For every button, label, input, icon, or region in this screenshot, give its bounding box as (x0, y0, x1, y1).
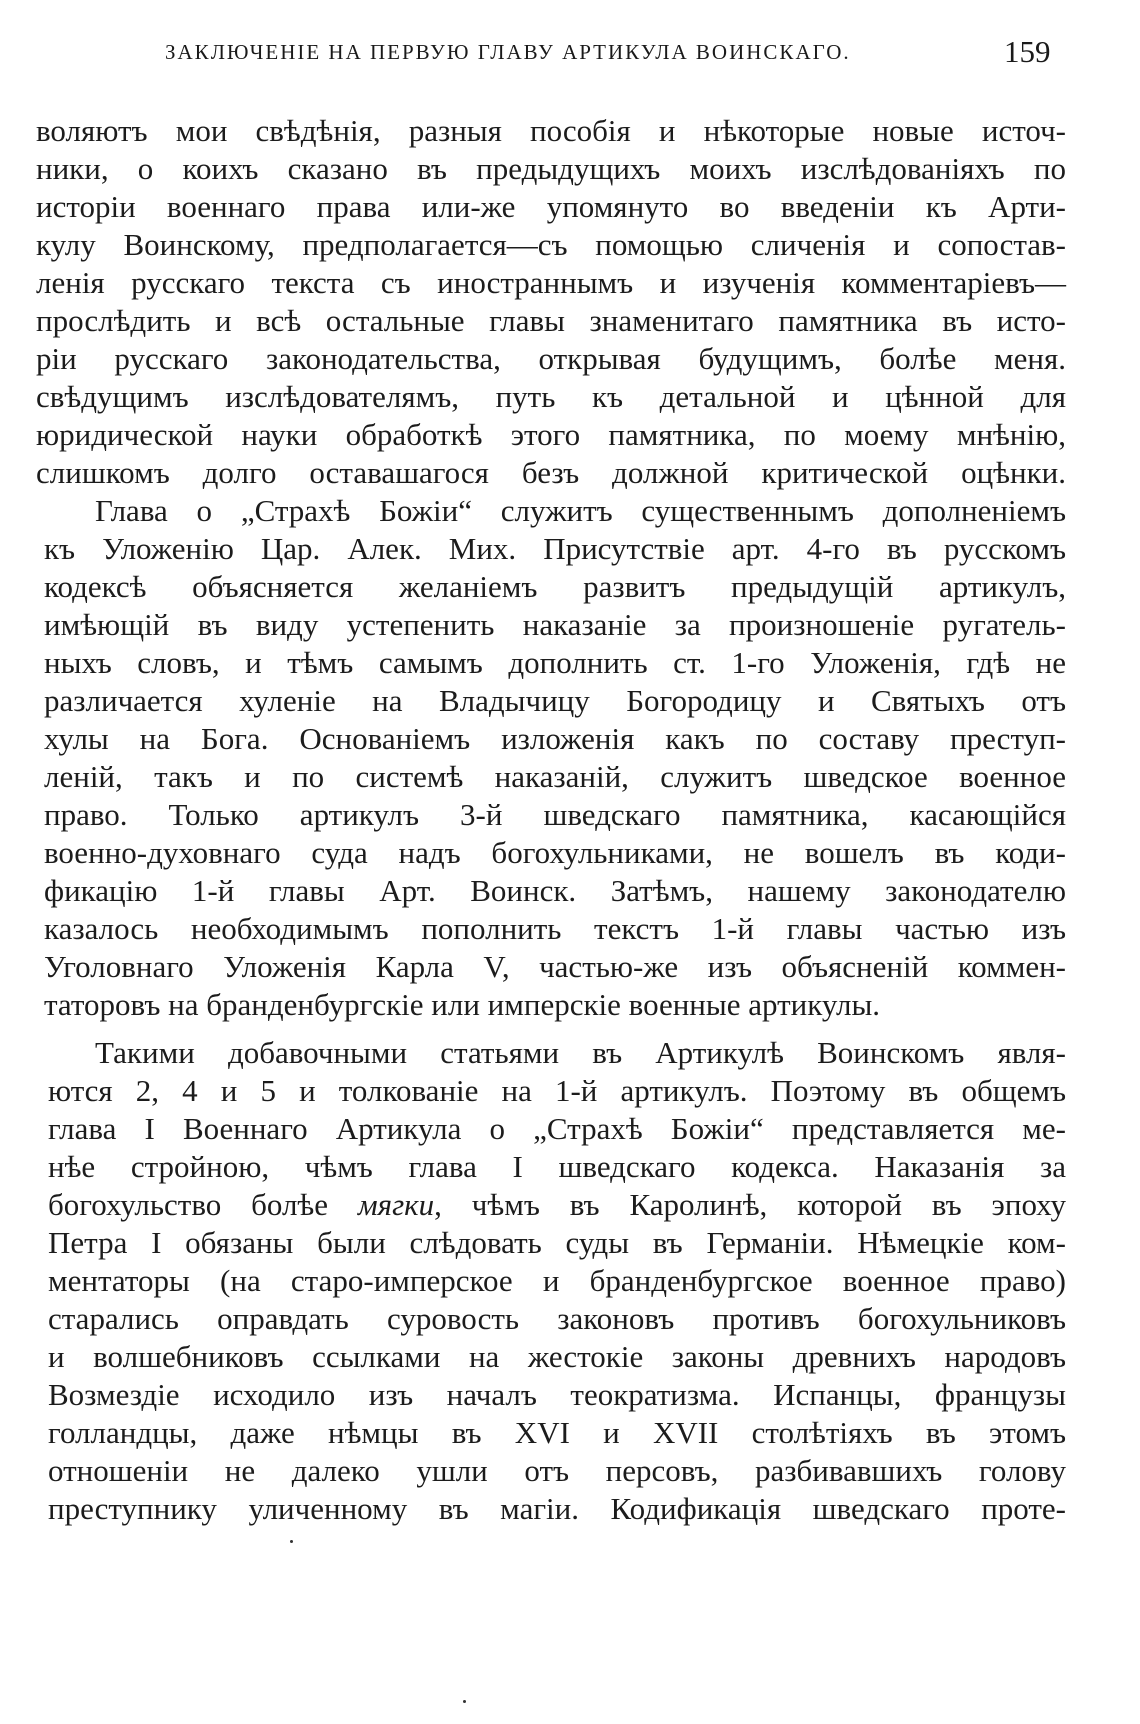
text-line: юридической науки обработкѣ этого памятника, по моему мнѣнію, (36, 417, 1066, 452)
running-header: ЗАКЛЮЧЕНІЕ НА ПЕРВУЮ ГЛАВУ АРТИКУЛА ВОИНСКАГО. (165, 40, 851, 64)
text-line: военно-духовнаго суда надъ богохульниками, не вошелъ въ коди- (44, 835, 1066, 870)
text-line: отношеніи не далеко ушли отъ персовъ, разбивавшихъ голову (48, 1453, 1066, 1488)
text-line: Такими добавочными статьями въ Артикулѣ Воинскомъ явля- (95, 1035, 1066, 1070)
text-line: Петра I обязаны были слѣдовать суды въ Германіи. Нѣмецкіе ком- (48, 1225, 1066, 1260)
text-line: различается хуленіе на Владычицу Богородицу и Святыхъ отъ (44, 683, 1066, 718)
text-line: ныхъ словъ, и тѣмъ самымъ дополнить ст. 1-го Уложенія, гдѣ не (44, 645, 1066, 680)
text-line: леній, такъ и по системѣ наказаній, служитъ шведское военное (44, 759, 1066, 794)
text-line: нѣе стройною, чѣмъ глава I шведскаго кодекса. Наказанія за (48, 1149, 1066, 1184)
text-line: глава I Военнаго Артикула о „Страхѣ Божіи“ представляется ме- (48, 1111, 1066, 1146)
text-line: таторовъ на бранденбургскіе или имперскіе военные артикулы. (44, 987, 881, 1022)
text-line: и волшебниковъ ссылками на жестокіе законы древнихъ народовъ (48, 1339, 1066, 1374)
text-line: прослѣдить и всѣ остальные главы знаменитаго памятника въ исто- (36, 303, 1066, 338)
text-line: имѣющій въ виду устепенить наказаніе за произношеніе ругатель- (44, 607, 1066, 642)
text-line: старались оправдать суровость законовъ противъ богохульниковъ (48, 1301, 1066, 1336)
text-line: кодексѣ объясняется желаніемъ развитъ предыдущій артикулъ, (44, 569, 1066, 604)
text-line: ленія русскаго текста съ иностраннымъ и изученія комментаріевъ— (36, 265, 1066, 300)
page-number: 159 (1004, 34, 1051, 69)
text-run: , чѣмъ въ Каролинѣ, которой въ эпоху (434, 1187, 1066, 1222)
text-line: воляютъ мои свѣдѣнія, разныя пособія и нѣкоторые новые источ- (36, 113, 1066, 148)
text-line: ментаторы (на старо-имперское и бранденбургское военное право) (48, 1263, 1066, 1298)
text-line: фикацію 1-й главы Арт. Воинск. Затѣмъ, нашему законодателю (44, 873, 1066, 908)
text-line: хулы на Бога. Основаніемъ изложенія какъ по составу преступ- (44, 721, 1066, 756)
print-speck (463, 1700, 466, 1703)
text-line: свѣдущимъ изслѣдователямъ, путь къ детальной и цѣнной для (36, 379, 1066, 414)
text-line: право. Только артикулъ 3-й шведскаго памятника, касающійся (44, 797, 1066, 832)
emphasized-word: мягки (357, 1187, 435, 1222)
print-speck (290, 1540, 293, 1543)
text-line: преступнику уличенному въ магіи. Кодификація шведскаго проте- (48, 1491, 1066, 1526)
text-line: ются 2, 4 и 5 и толкованіе на 1-й артикулъ. Поэтому въ общемъ (48, 1073, 1066, 1108)
text-line: казалось необходимымъ пополнить текстъ 1-й главы частью изъ (44, 911, 1066, 946)
text-line: къ Уложенію Цар. Алек. Мих. Присутствіе арт. 4-го въ русскомъ (44, 531, 1066, 566)
text-line: Возмездіе исходило изъ началъ теократизма. Испанцы, французы (48, 1377, 1066, 1412)
text-line: кулу Воинскому, предполагается—съ помощью сличенія и сопостав- (36, 227, 1066, 262)
text-line: ники, о коихъ сказано въ предыдущихъ моихъ изслѣдованіяхъ по (36, 151, 1066, 186)
text-run: богохульство болѣе (48, 1187, 358, 1222)
text-line: Глава о „Страхѣ Божіи“ служитъ существеннымъ дополненіемъ (95, 493, 1066, 528)
text-line: слишкомъ долго оставашагося безъ должной критической оцѣнки. (36, 455, 1066, 490)
text-line: ріи русскаго законодательства, открывая будущимъ, болѣе меня. (36, 341, 1066, 376)
text-line: Уголовнаго Уложенія Карла V, частью-же изъ объясненій коммен- (44, 949, 1066, 984)
text-line: исторіи военнаго права или-же упомянуто во введеніи къ Арти- (36, 189, 1066, 224)
text-line: голландцы, даже нѣмцы въ XVI и XVII столѣтіяхъ въ этомъ (48, 1415, 1066, 1450)
